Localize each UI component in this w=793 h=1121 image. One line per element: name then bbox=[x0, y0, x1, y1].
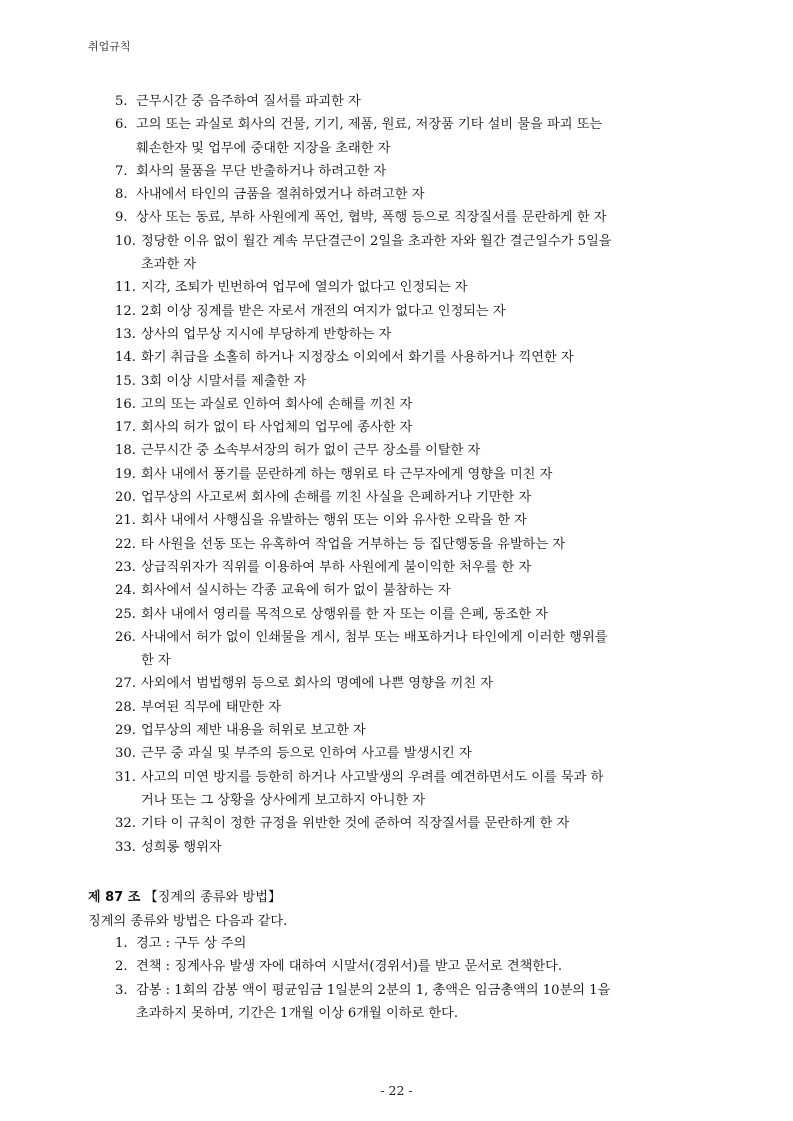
list-item-number: 29. bbox=[115, 723, 136, 739]
list-item-text: 근무시간 중 음주하여 질서를 파괴한 자 bbox=[136, 94, 361, 109]
list-item bbox=[0, 932, 793, 955]
list-item bbox=[0, 672, 793, 695]
list-item-text: 근무 중 과실 및 부주의 등으로 인하여 사고를 발생시킨 자 bbox=[141, 746, 472, 762]
list-item-continuation: 초과한 자 bbox=[141, 257, 197, 273]
list-item bbox=[0, 113, 793, 160]
list-item-number: 16. bbox=[115, 396, 136, 412]
list-item-number: 18. bbox=[115, 443, 136, 459]
list-item-number: 17. bbox=[115, 420, 136, 436]
list-item bbox=[0, 160, 793, 183]
list-item-text: 고의 또는 과실로 인하여 회사에 손해를 끼친 자 bbox=[141, 396, 413, 412]
list-item-text: 3회 이상 시말서를 제출한 자 bbox=[141, 373, 307, 389]
list-item-number: 10. bbox=[115, 233, 136, 249]
list-item bbox=[0, 230, 793, 277]
list-item bbox=[0, 183, 793, 206]
list-item-number: 26. bbox=[115, 629, 136, 645]
list-item-continuation: 한 자 bbox=[141, 653, 171, 669]
list-item bbox=[0, 719, 793, 742]
list-item bbox=[0, 206, 793, 229]
document-header: 취업규칙 bbox=[88, 40, 131, 53]
list-item-text: 회사의 허가 없이 타 사업체의 업무에 종사한 자 bbox=[141, 420, 413, 436]
list-item bbox=[0, 370, 793, 393]
list-item-number: 5. bbox=[115, 94, 128, 109]
list-item-number: 6. bbox=[115, 117, 128, 133]
list-item bbox=[0, 626, 793, 673]
list-item bbox=[0, 603, 793, 626]
list-item-number: 21. bbox=[115, 513, 136, 529]
list-item-number: 7. bbox=[115, 163, 128, 179]
discipline-types-list bbox=[0, 932, 793, 1025]
list-item-text: 타 사원을 선동 또는 유혹하여 작업을 거부하는 등 집단행동을 유발하는 자 bbox=[141, 536, 566, 552]
list-item-number: 22. bbox=[115, 536, 136, 552]
list-item bbox=[0, 766, 793, 813]
list-item-text: 2회 이상 징계를 받은 자로서 개전의 여지가 없다고 인정되는 자 bbox=[141, 303, 506, 319]
list-item-text: 사내에서 타인의 금품을 절취하였거나 하려고한 자 bbox=[136, 187, 425, 203]
list-item-number: 19. bbox=[115, 466, 136, 482]
list-item-text: 회사 내에서 사행심을 유발하는 행위 또는 이와 유사한 오락을 한 자 bbox=[141, 513, 527, 529]
list-item-text: 상급직위자가 직위를 이용하여 부하 사원에게 불이익한 처우를 한 자 bbox=[141, 559, 532, 575]
list-item-text: 부여된 직무에 태만한 자 bbox=[141, 699, 281, 715]
list-item bbox=[0, 439, 793, 462]
article-intro: 징계의 종류와 방법은 다음과 같다. bbox=[88, 914, 288, 929]
list-item-text: 사외에서 범법행위 등으로 회사의 명예에 나쁜 영향을 끼친 자 bbox=[141, 676, 494, 692]
list-item bbox=[0, 836, 793, 859]
list-item-number: 1. bbox=[115, 936, 128, 951]
article-title: 【징계의 종류와 방법】 bbox=[144, 890, 282, 905]
list-item bbox=[0, 742, 793, 765]
list-item-number: 12. bbox=[115, 303, 136, 319]
list-item-text: 기타 이 규칙이 정한 규정을 위반한 것에 준하여 직장질서를 문란하게 한 자 bbox=[141, 816, 570, 832]
list-item-continuation: 초과하지 못하며, 기간은 1개월 이상 6개월 이하로 한다. bbox=[136, 1005, 459, 1021]
list-item-continuation: 거나 또는 그 상황을 상사에게 보고하지 아니한 자 bbox=[141, 792, 426, 808]
list-item-text: 고의 또는 과실로 회사의 건물, 기기, 제품, 원료, 저장품 기타 설비 물을 파괴 또는 bbox=[136, 117, 603, 133]
list-item bbox=[0, 579, 793, 602]
list-item-text: 성희롱 행위자 bbox=[141, 839, 222, 855]
list-item-text: 사내에서 허가 없이 인쇄물을 게시, 첨부 또는 배포하거나 타인에게 이러한 행위를 bbox=[141, 629, 608, 645]
list-item bbox=[0, 486, 793, 509]
list-item-text: 업무상의 사고로써 회사에 손해를 끼친 사실을 은폐하거나 기만한 자 bbox=[141, 490, 532, 506]
disciplinary-grounds-list bbox=[0, 90, 793, 859]
article-number: 제 87 조 bbox=[88, 890, 141, 905]
list-item bbox=[0, 346, 793, 369]
list-item-number: 31. bbox=[115, 769, 136, 785]
list-item-number: 20. bbox=[115, 490, 136, 506]
list-item-text: 지각, 조퇴가 빈번하여 업무에 열의가 없다고 인정되는 자 bbox=[141, 280, 468, 296]
list-item-text: 회사의 물품을 무단 반출하거나 하려고한 자 bbox=[136, 163, 387, 179]
list-item-number: 11. bbox=[115, 280, 136, 296]
list-item-number: 13. bbox=[115, 326, 136, 342]
list-item bbox=[0, 276, 793, 299]
list-item-number: 3. bbox=[115, 982, 128, 998]
list-item-text: 사고의 미연 방지를 등한히 하거나 사고발생의 우려를 예견하면서도 이를 묵과 하 bbox=[141, 769, 604, 785]
list-item-number: 32. bbox=[115, 816, 136, 832]
article-heading bbox=[88, 886, 281, 905]
list-item bbox=[0, 90, 793, 113]
list-item-text: 상사 또는 동료, 부하 사원에게 폭언, 협박, 폭행 등으로 직장질서를 문란하게 한 자 bbox=[136, 210, 607, 226]
page-number: - 22 - bbox=[380, 1083, 413, 1098]
list-item-text: 경고 : 구두 상 주의 bbox=[136, 936, 247, 951]
list-item bbox=[0, 696, 793, 719]
list-item bbox=[0, 416, 793, 439]
list-item-text: 회사 내에서 영리를 목적으로 상행위를 한 자 또는 이를 은폐, 동조한 자 bbox=[141, 606, 548, 622]
list-item-text: 화기 취급을 소홀히 하거나 지정장소 이외에서 화기를 사용하거나 끽연한 자 bbox=[141, 350, 574, 366]
list-item-number: 27. bbox=[115, 676, 136, 692]
list-item bbox=[0, 812, 793, 835]
list-item bbox=[0, 300, 793, 323]
list-item bbox=[0, 463, 793, 486]
list-item bbox=[0, 533, 793, 556]
list-item-number: 33. bbox=[115, 839, 136, 855]
list-item-number: 23. bbox=[115, 559, 136, 575]
list-item bbox=[0, 556, 793, 579]
list-item-text: 정당한 이유 없이 월간 계속 무단결근이 2일을 초과한 자와 월간 결근일수가 5일을 bbox=[141, 233, 612, 249]
list-item-text: 감봉 : 1회의 감봉 액이 평균임금 1일분의 2분의 1, 총액은 임금총액의 10분의 1을 bbox=[136, 982, 611, 998]
list-item-text: 견책 : 징계사유 발생 자에 대하여 시말서(경위서)를 받고 문서로 견책한다. bbox=[136, 959, 563, 975]
list-item bbox=[0, 979, 793, 1026]
list-item-number: 9. bbox=[115, 210, 128, 226]
list-item-number: 8. bbox=[115, 187, 128, 203]
list-item-text: 상사의 업무상 지시에 부당하게 반항하는 자 bbox=[141, 326, 392, 342]
list-item-number: 25. bbox=[115, 606, 136, 622]
list-item-number: 30. bbox=[115, 746, 136, 762]
list-item-number: 14. bbox=[115, 350, 136, 366]
list-item-number: 2. bbox=[115, 959, 128, 975]
list-item-number: 28. bbox=[115, 699, 136, 715]
list-item-number: 15. bbox=[115, 373, 136, 389]
list-item bbox=[0, 509, 793, 532]
list-item-number: 24. bbox=[115, 583, 136, 599]
list-item bbox=[0, 323, 793, 346]
list-item-text: 회사에서 실시하는 각종 교육에 허가 없이 불참하는 자 bbox=[141, 583, 451, 599]
list-item bbox=[0, 955, 793, 978]
list-item bbox=[0, 393, 793, 416]
list-item-text: 업무상의 제반 내용을 허위로 보고한 자 bbox=[141, 723, 366, 739]
list-item-text: 근무시간 중 소속부서장의 허가 없이 근무 장소를 이탈한 자 bbox=[141, 443, 481, 459]
list-item-text: 회사 내에서 풍기를 문란하게 하는 행위로 타 근무자에게 영향을 미친 자 bbox=[141, 466, 553, 482]
list-item-continuation: 훼손한자 및 업무에 중대한 지장을 초래한 자 bbox=[136, 140, 391, 156]
